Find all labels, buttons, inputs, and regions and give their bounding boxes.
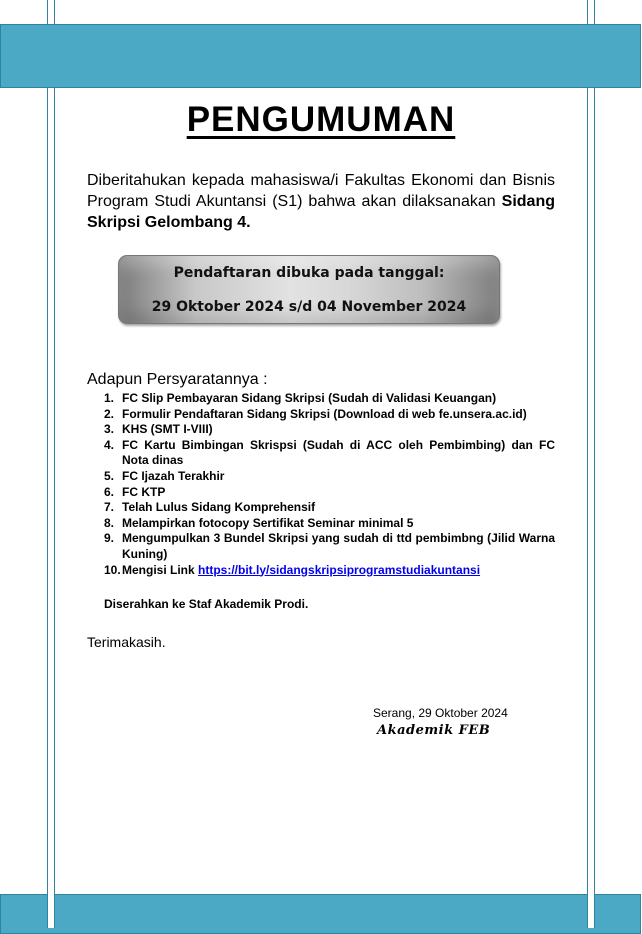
item-number: 10. (104, 562, 121, 577)
closing-text: Terimakasih. (87, 634, 166, 650)
item-text: Mengisi Link (122, 562, 199, 577)
page-title (0, 100, 642, 140)
item-number: 6. (104, 484, 115, 499)
registration-dates: 29 Oktober 2024 s/d 04 November 2024 (151, 299, 467, 315)
item-text: Melampirkan fotocopy Sertifikat Seminar minimal 5 (122, 515, 414, 530)
list-item (104, 563, 555, 579)
list-item (104, 516, 555, 532)
intro-text: Diberitahukan kepada mahasiswa/i Fakultas Ekonomi dan Bisnis Program Studi Akuntansi (S1) bahwa akan dilaksanakan (87, 172, 555, 210)
item-text: Telah Lulus Sidang Komprehensif (122, 500, 316, 515)
item-number: 1. (104, 391, 115, 405)
requirements-heading: Adapun Persyaratannya : (87, 371, 268, 388)
item-number: 7. (104, 500, 115, 515)
item-number: 3. (104, 422, 115, 437)
item-text: Formulir Pendaftaran Sidang Skripsi (Download di web fe.unsera.ac.id) (122, 406, 527, 421)
item-text: KHS (SMT I-VIII) (122, 422, 213, 437)
signature-name: Akademik FEB (377, 723, 491, 738)
handover-note: Diserahkan ke Staf Akademik Prodi. (104, 597, 309, 611)
list-item (104, 391, 555, 407)
item-number: 4. (104, 437, 115, 452)
header-band (0, 24, 641, 88)
item-number: 5. (104, 468, 115, 483)
item-number: 2. (104, 406, 115, 421)
item-text: FC Kartu Bimbingan Skrispsi (Sudah di ACC oleh Pembimbing) dan FC Nota dinas (122, 437, 555, 468)
signature-place-date: Serang, 29 Oktober 2024 (373, 706, 508, 720)
requirements-list (104, 391, 555, 578)
list-item (104, 438, 555, 469)
title-text: PENGUMUMAN (186, 100, 456, 139)
registration-box (118, 255, 500, 324)
list-item (104, 422, 555, 438)
item-text: FC KTP (122, 484, 166, 499)
item-text: FC Slip Pembayaran Sidang Skripsi (Sudah di Validasi Keuangan) (122, 391, 497, 405)
footer-band (0, 894, 641, 934)
intro-paragraph (87, 170, 555, 233)
list-item (104, 531, 555, 562)
list-item (104, 500, 555, 516)
registration-label: Pendaftaran dibuka pada tanggal: (173, 265, 445, 281)
item-text: Mengumpulkan 3 Bundel Skripsi yang sudah di ttd pembimbng (Jilid Warna Kuning) (122, 531, 555, 561)
intro-bold-text: Sidang Skripsi Gelombang 4. (87, 193, 555, 231)
item-number: 9. (104, 531, 115, 546)
list-item (104, 469, 555, 485)
item-text: FC Ijazah Terakhir (122, 468, 225, 483)
registration-link[interactable]: https://bit.ly/sidangskripsiprogramstudiakuntansi (198, 562, 481, 577)
item-number: 8. (104, 515, 115, 530)
list-item (104, 485, 555, 501)
list-item (104, 407, 555, 423)
